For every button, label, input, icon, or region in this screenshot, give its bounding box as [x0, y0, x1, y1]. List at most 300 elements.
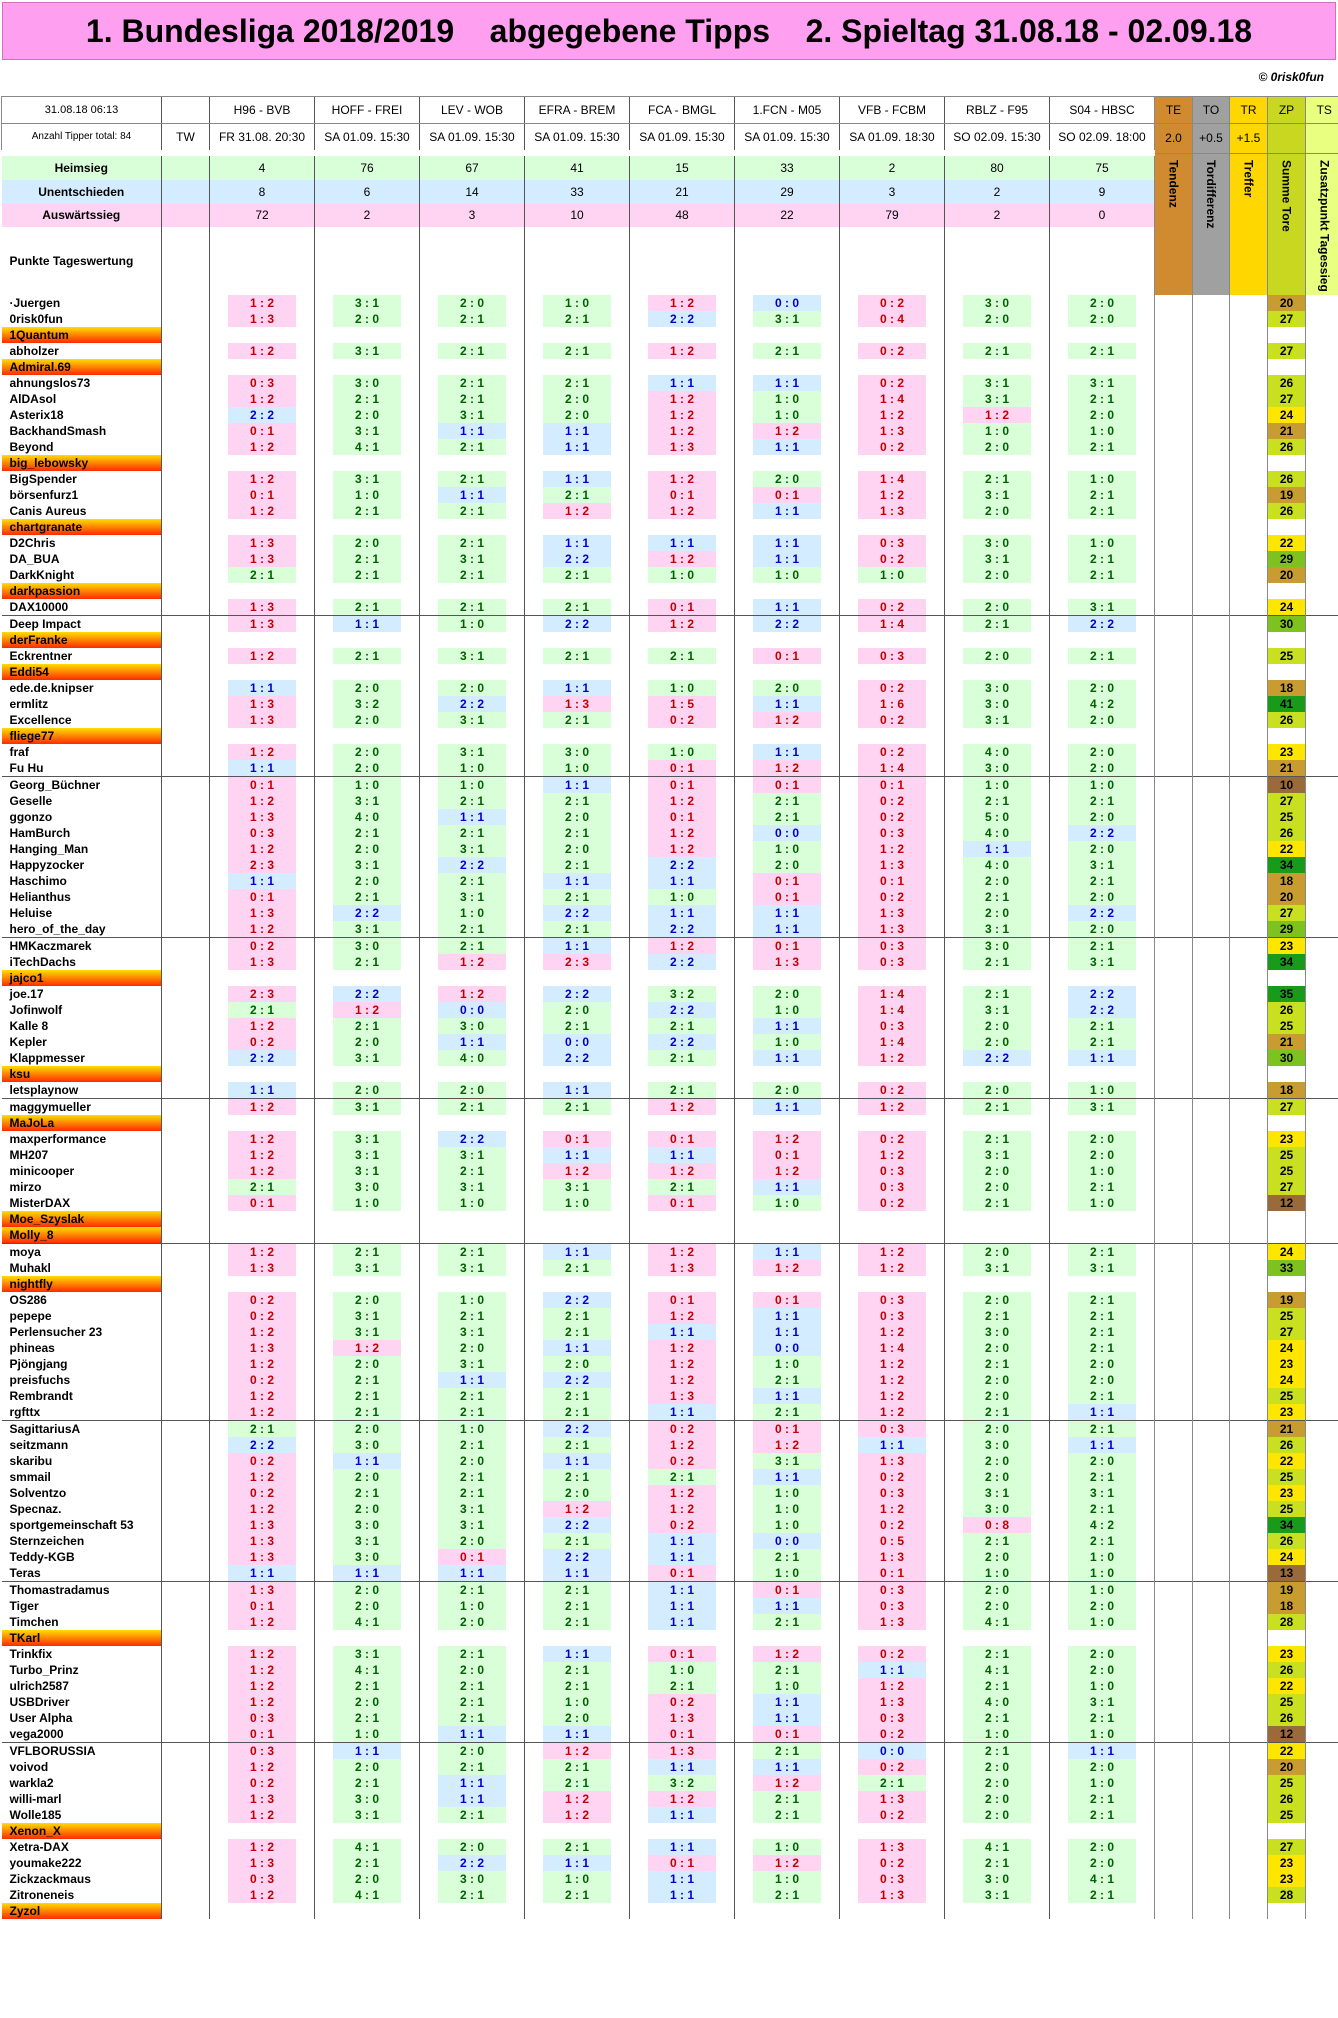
tw-cell	[162, 1324, 210, 1340]
tip-value: 1 : 1	[438, 423, 507, 439]
tip-cell	[315, 1211, 420, 1227]
tr-cell	[1230, 1453, 1268, 1469]
tip-value: 1 : 2	[543, 1807, 612, 1823]
tip-value: 1 : 1	[753, 1388, 822, 1404]
tip-value: 1 : 3	[648, 439, 717, 455]
tip-value: 2 : 3	[228, 857, 297, 873]
to-cell	[1193, 583, 1230, 599]
tip-cell	[630, 1163, 735, 1179]
tip-cell	[630, 1549, 735, 1565]
tip-cell	[525, 535, 630, 551]
tip-value: 0 : 1	[648, 599, 717, 615]
tip-value: 2 : 1	[1068, 1292, 1137, 1308]
tip-cell	[420, 1050, 525, 1066]
tip-value: 1 : 1	[753, 1308, 822, 1324]
tip-value: 1 : 2	[858, 487, 927, 503]
tip-cell	[630, 616, 735, 633]
to-cell	[1193, 1066, 1230, 1082]
ts-cell	[1306, 1066, 1338, 1082]
tip-value: 0 : 1	[228, 423, 297, 439]
tip-cell	[735, 1630, 840, 1646]
tw-cell	[162, 1260, 210, 1276]
tip-value: 2 : 1	[1068, 1388, 1137, 1404]
tip-cell	[525, 1726, 630, 1743]
tip-cell	[210, 503, 315, 519]
tip-value: 4 : 0	[963, 744, 1032, 760]
tip-cell	[840, 1549, 945, 1565]
tip-cell	[840, 1726, 945, 1743]
tw-cell	[162, 970, 210, 986]
tip-value: 0 : 1	[753, 1726, 822, 1742]
tip-cell	[945, 1244, 1050, 1261]
zp-value	[1268, 728, 1306, 744]
tip-value: 3 : 1	[333, 1807, 402, 1823]
tip-value: 1 : 2	[543, 1501, 612, 1517]
tip-value: 1 : 2	[648, 793, 717, 809]
te-cell	[1155, 680, 1193, 696]
tip-value: 1 : 3	[858, 1549, 927, 1565]
tip-cell	[420, 1565, 525, 1582]
tip-value: 1 : 0	[543, 1195, 612, 1211]
tip-cell	[840, 664, 945, 680]
tip-value: 2 : 1	[333, 889, 402, 905]
tip-cell	[210, 1726, 315, 1743]
tip-cell	[420, 359, 525, 375]
tip-value: 2 : 1	[438, 873, 507, 889]
tipper-row	[2, 359, 1338, 375]
tip-value: 1 : 1	[543, 873, 612, 889]
to-cell	[1193, 567, 1230, 583]
tip-cell	[945, 1469, 1050, 1485]
tip-cell	[420, 1871, 525, 1887]
tip-cell	[210, 407, 315, 423]
tip-cell	[840, 938, 945, 955]
stats-value: 2	[315, 204, 420, 228]
to-cell	[1193, 1726, 1230, 1743]
tip-cell	[735, 1646, 840, 1662]
tip-value: 1 : 1	[543, 1453, 612, 1469]
tr-cell	[1230, 664, 1268, 680]
tip-cell	[315, 1839, 420, 1855]
ts-cell	[1306, 680, 1338, 696]
tip-value: 1 : 1	[228, 873, 297, 889]
col-label-te	[1155, 153, 1193, 295]
tip-cell	[945, 1179, 1050, 1195]
tip-cell	[1050, 1034, 1155, 1050]
tip-cell	[840, 760, 945, 777]
tip-value: 2 : 0	[543, 407, 612, 423]
tip-cell	[735, 905, 840, 921]
tip-cell	[1050, 1871, 1155, 1887]
tip-cell	[735, 1372, 840, 1388]
tip-value: 1 : 2	[858, 1324, 927, 1340]
tr-cell	[1230, 1308, 1268, 1324]
tipper-row	[2, 809, 1338, 825]
tip-value: 2 : 1	[1068, 1887, 1137, 1903]
tip-value: 0 : 1	[228, 889, 297, 905]
tip-value: 2 : 0	[1068, 1372, 1137, 1388]
tip-value: 2 : 1	[1068, 551, 1137, 567]
zp-value: 22	[1268, 1743, 1306, 1760]
tip-value: 0 : 0	[543, 1034, 612, 1050]
tip-cell	[315, 1759, 420, 1775]
tr-cell	[1230, 1726, 1268, 1743]
tip-cell	[945, 391, 1050, 407]
zp-value: 25	[1268, 1147, 1306, 1163]
tip-value: 3 : 1	[333, 1533, 402, 1549]
tip-cell	[945, 327, 1050, 343]
tip-cell	[630, 1565, 735, 1582]
ts-cell	[1306, 793, 1338, 809]
tip-cell	[1050, 1195, 1155, 1211]
tr-cell	[1230, 455, 1268, 471]
tipper-row	[2, 1887, 1338, 1903]
te-cell	[1155, 954, 1193, 970]
to-cell	[1193, 1791, 1230, 1807]
tip-cell	[315, 841, 420, 857]
tip-cell	[1050, 793, 1155, 809]
zp-value: 23	[1268, 1356, 1306, 1372]
tip-cell	[630, 954, 735, 970]
tip-cell	[420, 648, 525, 664]
tip-cell	[420, 1517, 525, 1533]
tip-value: 1 : 2	[228, 391, 297, 407]
tipper-row	[2, 1147, 1338, 1163]
tip-value: 0 : 1	[648, 809, 717, 825]
tip-value: 1 : 2	[228, 841, 297, 857]
tip-cell	[1050, 1227, 1155, 1244]
tip-cell	[945, 744, 1050, 760]
tip-value: 1 : 0	[753, 567, 822, 583]
tipper-name: Trinkfix	[9, 1647, 53, 1662]
zp-value: 26	[1268, 1710, 1306, 1726]
tip-value: 2 : 1	[333, 648, 402, 664]
tip-value: 0 : 3	[858, 1710, 927, 1726]
tip-cell	[1050, 1244, 1155, 1261]
tip-cell	[420, 551, 525, 567]
tip-cell	[1050, 391, 1155, 407]
tip-cell	[840, 1662, 945, 1678]
te-cell	[1155, 1356, 1193, 1372]
ts-cell	[1306, 664, 1338, 680]
tip-value: 4 : 2	[1068, 1517, 1137, 1533]
tip-value: 2 : 0	[1068, 295, 1137, 311]
tip-cell	[525, 1179, 630, 1195]
to-cell	[1193, 551, 1230, 567]
tip-cell	[210, 423, 315, 439]
tw-cell	[162, 1533, 210, 1549]
tip-cell	[945, 551, 1050, 567]
match-date: SO 02.09. 15:30	[945, 124, 1050, 154]
tip-value: 1 : 2	[228, 1839, 297, 1855]
tip-cell	[210, 1066, 315, 1082]
tipper-name: Solventzo	[9, 1486, 67, 1501]
zp-value: 12	[1268, 1726, 1306, 1743]
tip-value: 2 : 1	[543, 1775, 612, 1791]
tw-cell	[162, 1115, 210, 1131]
tip-cell	[735, 664, 840, 680]
tip-cell	[735, 535, 840, 551]
tip-cell	[210, 1453, 315, 1469]
tip-cell	[210, 712, 315, 728]
tipper-row	[2, 1533, 1338, 1549]
tip-cell	[840, 616, 945, 633]
tip-value: 0 : 1	[228, 1598, 297, 1614]
tip-value: 1 : 0	[648, 567, 717, 583]
te-cell	[1155, 375, 1193, 391]
tip-cell	[630, 1710, 735, 1726]
tw-cell	[162, 873, 210, 889]
to-cell	[1193, 1276, 1230, 1292]
tipper-name: 0risk0fun	[9, 312, 63, 327]
tipper-row	[2, 583, 1338, 599]
zp-value: 19	[1268, 1292, 1306, 1308]
tip-cell	[840, 1372, 945, 1388]
tip-cell	[420, 777, 525, 794]
te-cell	[1155, 1147, 1193, 1163]
tr-cell	[1230, 1791, 1268, 1807]
tip-cell	[1050, 632, 1155, 648]
tip-cell	[735, 632, 840, 648]
te-cell	[1155, 295, 1193, 311]
tip-value: 1 : 4	[858, 1340, 927, 1356]
stats-label: Unentschieden	[2, 180, 162, 204]
tip-value: 0 : 2	[858, 793, 927, 809]
tip-value: 2 : 0	[438, 1662, 507, 1678]
tip-cell	[315, 375, 420, 391]
tip-cell	[525, 1710, 630, 1726]
te-cell	[1155, 1582, 1193, 1599]
tip-cell	[420, 1791, 525, 1807]
tip-value: 1 : 0	[963, 1726, 1032, 1742]
tr-cell	[1230, 503, 1268, 519]
tipper-row	[2, 1324, 1338, 1340]
tipper-row	[2, 487, 1338, 503]
tip-value: 1 : 2	[858, 1388, 927, 1404]
tr-cell	[1230, 1662, 1268, 1678]
tip-cell	[525, 793, 630, 809]
tip-value: 2 : 2	[543, 1549, 612, 1565]
to-cell	[1193, 616, 1230, 633]
tip-cell	[420, 1324, 525, 1340]
ts-cell	[1306, 970, 1338, 986]
tip-cell	[210, 1469, 315, 1485]
tw-cell	[162, 696, 210, 712]
tip-value: 1 : 1	[648, 1582, 717, 1598]
tip-value: 0 : 2	[648, 1517, 717, 1533]
tip-cell	[525, 986, 630, 1002]
ts-cell	[1306, 1871, 1338, 1887]
tr-cell	[1230, 728, 1268, 744]
tip-value: 1 : 2	[648, 503, 717, 519]
zp-value: 18	[1268, 873, 1306, 889]
tip-value: 1 : 3	[858, 857, 927, 873]
tip-value: 1 : 1	[648, 905, 717, 921]
tip-cell	[735, 1485, 840, 1501]
tip-value: 2 : 0	[963, 1453, 1032, 1469]
tip-value: 2 : 2	[648, 311, 717, 327]
tip-cell	[210, 1211, 315, 1227]
tip-cell	[525, 1082, 630, 1099]
tip-value: 3 : 2	[648, 1775, 717, 1791]
tr-cell	[1230, 1195, 1268, 1211]
tip-cell	[735, 760, 840, 777]
zp-value: 26	[1268, 1791, 1306, 1807]
tip-value: 3 : 1	[753, 1453, 822, 1469]
tip-cell	[525, 1356, 630, 1372]
to-cell	[1193, 1759, 1230, 1775]
tw-cell	[162, 227, 210, 295]
tip-cell	[315, 1775, 420, 1791]
tip-cell	[840, 905, 945, 921]
tipper-row	[2, 455, 1338, 471]
tipper-name: smmail	[9, 1470, 51, 1485]
tipper-row	[2, 970, 1338, 986]
ts-cell	[1306, 311, 1338, 327]
tip-value: 0 : 2	[858, 1646, 927, 1662]
tip-cell	[420, 1662, 525, 1678]
tip-cell	[840, 954, 945, 970]
tip-cell	[315, 889, 420, 905]
tip-cell	[630, 295, 735, 311]
tw-cell	[162, 487, 210, 503]
tw-cell	[162, 648, 210, 664]
tip-cell	[420, 423, 525, 439]
tip-value: 3 : 1	[753, 311, 822, 327]
tip-cell	[945, 873, 1050, 889]
tip-cell	[840, 1517, 945, 1533]
tr-cell	[1230, 1549, 1268, 1565]
tip-value: 0 : 2	[858, 1131, 927, 1147]
tip-value: 2 : 0	[543, 1710, 612, 1726]
tr-cell	[1230, 712, 1268, 728]
tip-cell	[315, 1131, 420, 1147]
tip-cell	[1050, 970, 1155, 986]
tip-cell	[840, 375, 945, 391]
tip-cell	[525, 616, 630, 633]
tipper-name: fraf	[9, 745, 29, 760]
tip-value: 2 : 0	[333, 1582, 402, 1598]
te-cell	[1155, 1292, 1193, 1308]
ts-cell	[1306, 777, 1338, 794]
tip-cell	[1050, 1662, 1155, 1678]
tw-cell	[162, 1131, 210, 1147]
tip-value: 1 : 2	[228, 343, 297, 359]
tip-value: 1 : 2	[228, 1324, 297, 1340]
tw-cell	[162, 567, 210, 583]
tip-value: 5 : 0	[963, 809, 1032, 825]
tip-cell	[840, 1855, 945, 1871]
tip-cell	[315, 1678, 420, 1694]
tipper-name: rgfttx	[9, 1405, 41, 1420]
tip-cell	[315, 1388, 420, 1404]
tip-cell	[630, 311, 735, 327]
tip-value: 2 : 1	[333, 1485, 402, 1501]
tipper-name: preisfuchs	[9, 1373, 71, 1388]
tip-value: 3 : 1	[1068, 1694, 1137, 1710]
to-cell	[1193, 311, 1230, 327]
te-cell	[1155, 696, 1193, 712]
tip-cell	[735, 1501, 840, 1517]
tip-cell	[630, 970, 735, 986]
tip-cell	[840, 1598, 945, 1614]
tip-cell	[210, 567, 315, 583]
tip-cell	[1050, 664, 1155, 680]
tip-value: 2 : 1	[228, 1002, 297, 1018]
tip-value: 2 : 1	[333, 825, 402, 841]
tip-value: 2 : 0	[963, 1791, 1032, 1807]
tip-cell	[630, 1437, 735, 1453]
ts-cell	[1306, 1582, 1338, 1599]
tipper-name: Hanging_Man	[9, 842, 89, 857]
tip-value: 3 : 1	[963, 391, 1032, 407]
tip-value: 2 : 1	[543, 1404, 612, 1420]
tip-cell	[210, 664, 315, 680]
tipper-name: Zitroneneis	[9, 1888, 75, 1903]
tip-cell	[735, 1082, 840, 1099]
zp-value: 26	[1268, 825, 1306, 841]
tip-value: 2 : 1	[543, 1533, 612, 1549]
tip-value: 2 : 1	[963, 1646, 1032, 1662]
tip-cell	[315, 1227, 420, 1244]
te-cell	[1155, 1678, 1193, 1694]
tip-value: 2 : 0	[963, 1034, 1032, 1050]
tip-value: 2 : 1	[543, 1324, 612, 1340]
te-cell	[1155, 1533, 1193, 1549]
ts-cell	[1306, 1260, 1338, 1276]
tip-value: 0 : 1	[753, 777, 822, 793]
tip-value: 3 : 1	[963, 1002, 1032, 1018]
ts-cell	[1306, 1855, 1338, 1871]
tip-cell	[735, 359, 840, 375]
tip-value: 2 : 0	[963, 311, 1032, 327]
tip-cell	[525, 1066, 630, 1082]
tip-value: 1 : 1	[543, 1855, 612, 1871]
tip-cell	[735, 1791, 840, 1807]
to-cell	[1193, 680, 1230, 696]
tip-cell	[735, 1469, 840, 1485]
tip-cell	[525, 712, 630, 728]
to-cell	[1193, 1372, 1230, 1388]
te-cell	[1155, 728, 1193, 744]
tip-cell	[630, 905, 735, 921]
te-cell	[1155, 793, 1193, 809]
tip-value: 2 : 0	[333, 535, 402, 551]
tip-cell	[210, 1388, 315, 1404]
tip-cell	[630, 1533, 735, 1549]
tip-cell	[420, 535, 525, 551]
ts-cell	[1306, 1533, 1338, 1549]
stats-value: 79	[840, 204, 945, 228]
ts-cell	[1306, 1099, 1338, 1116]
tip-value: 2 : 1	[543, 1308, 612, 1324]
tipper-name: big_lebowsky	[2, 455, 162, 471]
tipper-row	[2, 1662, 1338, 1678]
tip-value: 0 : 3	[858, 954, 927, 970]
tw-cell	[162, 1839, 210, 1855]
tip-value: 2 : 1	[1068, 487, 1137, 503]
tip-cell	[315, 551, 420, 567]
tip-cell	[210, 1292, 315, 1308]
to-cell	[1193, 1211, 1230, 1227]
tip-cell	[210, 986, 315, 1002]
tip-cell	[945, 664, 1050, 680]
tip-cell	[1050, 1453, 1155, 1469]
tip-cell	[525, 1195, 630, 1211]
tip-cell	[210, 1791, 315, 1807]
tip-value: 0 : 2	[858, 1517, 927, 1533]
tip-cell	[840, 1404, 945, 1421]
